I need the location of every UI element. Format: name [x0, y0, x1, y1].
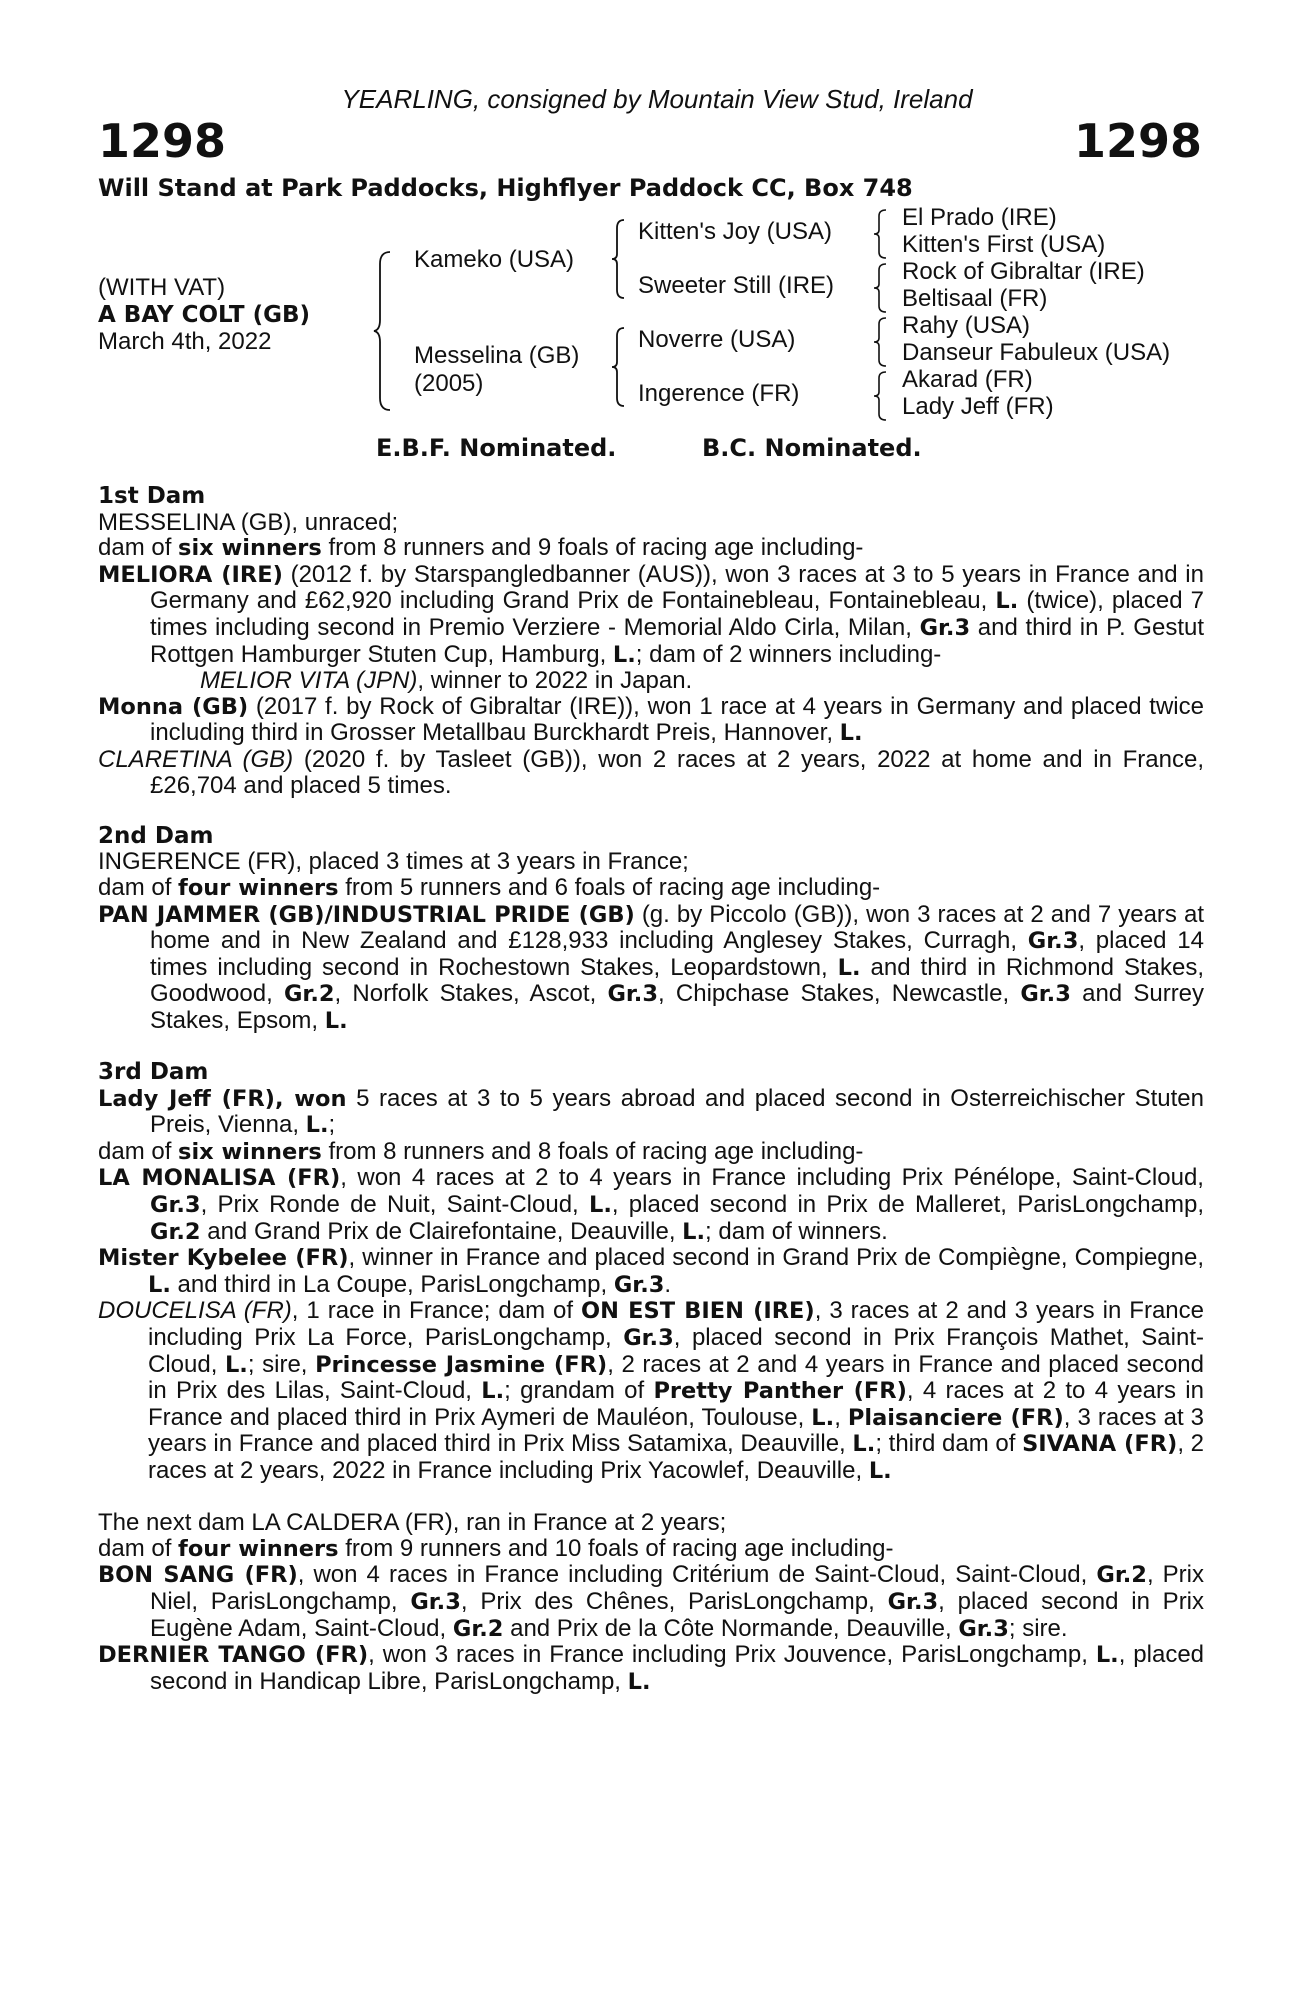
dam1-heading: 1st Dam	[98, 483, 206, 509]
dam2-entry: PAN JAMMER (GB)/INDUSTRIAL PRIDE (GB) (g. by Piccolo (GB)), won 3 races at 2 and 7 years at home and in New Zealand and £128,933 including Anglesey Stakes, Curragh, Gr.3, placed 14 times including second in Rochestown Stakes, Leopardstown, L. and third in Richmond Stakes, Goodwood, Gr.2, Norfolk Stakes, Ascot, Gr.3, Chipchase Stakes, Newcastle, Gr.3 and Surrey Stakes, Epsom, L.	[98, 900, 1205, 1034]
ddd: Lady Jeff (FR)	[902, 393, 1054, 420]
dds: Akarad (FR)	[902, 366, 1033, 393]
dam1-entry: Monna (GB) (2017 f. by Rock of Gibraltar (IRE)), won 1 race at 4 years in Germany and placed twice including third in Grosser Metallbau Burckhardt Preis, Hannover, L.	[98, 692, 1204, 747]
dam3-entry: LA MONALISA (FR), won 4 races at 2 to 4 years in France including Prix Pénélope, Saint-Cloud, Gr.3, Prix Ronde de Nuit, Saint-Cloud, L., placed second in Prix de Malleret, ParisLongchamp, Gr.2 and Grand Prix de Clairefontaine, Deauville, L.; dam of winners.	[98, 1164, 1205, 1245]
catalogue-body	[98, 484, 1204, 1695]
dam2-produce: dam of four winners from 5 runners and 6 foals of racing age including-	[98, 873, 881, 901]
dam4-entry: BON SANG (FR), won 4 races in France including Critérium de Saint-Cloud, Saint-Cloud, Gr.2, Prix Niel, ParisLongchamp, Gr.3, Prix des Chênes, ParisLongchamp, Gr.3, placed second in Prix Eugène Adam, Saint-Cloud, Gr.2 and Prix de la Côte Normande, Deauville, Gr.3; sire.	[98, 1561, 1205, 1642]
dam1-entry: MELIORA (IRE) (2012 f. by Starspangledbanner (AUS)), won 3 races at 3 to 5 years in France and in Germany and £62,920 including Grand Prix de Fontainebleau, Fontainebleau, L. (twice), placed 7 times including second in Premio Verziere - Memorial Aldo Cirla, Milan, Gr.3 and third in P. Gestut Rottgen Hamburger Stuten Cup, Hamburg, L.; dam of 2 winners including-	[98, 560, 1205, 668]
sire-brace-icon	[610, 218, 626, 300]
dss: Rahy (USA)	[902, 312, 1031, 339]
dam4-entry: DERNIER TANGO (FR), won 3 races in France including Prix Jouvence, ParisLongchamp, L., placed second in Handicap Libre, ParisLongchamp, L.	[98, 1641, 1205, 1695]
horse-name: A BAY COLT (GB)	[98, 302, 311, 328]
dam3-heading: 3rd Dam	[98, 1059, 209, 1086]
dam3-subentry: Mister Kybelee (FR), winner in France and placed second in Grand Prix de Compiègne, Compiegne, L. and third in La Coupe, ParisLongchamp, Gr.3.	[98, 1244, 1205, 1298]
vat-label: (WITH VAT)	[98, 274, 226, 301]
stand-location: Will Stand at Park Paddocks, Highflyer Paddock CC, Box 748	[98, 174, 913, 202]
foaling-date: March 4th, 2022	[98, 328, 272, 355]
dam-year: (2005)	[414, 370, 484, 397]
dam-name: Messelina (GB)	[414, 342, 580, 369]
lot-number-left: 1298	[98, 114, 227, 168]
sss: El Prado (IRE)	[902, 204, 1057, 231]
sire-sire: Kitten's Joy (USA)	[638, 218, 832, 245]
sds: Rock of Gibraltar (IRE)	[902, 258, 1145, 285]
ebf-nomination: E.B.F. Nominated.	[376, 434, 617, 462]
sd-brace-icon	[872, 262, 888, 314]
bc-nomination: B.C. Nominated.	[702, 434, 922, 462]
lot-number-right: 1298	[1073, 114, 1202, 168]
dam1-entry: CLARETINA (GB) (2020 f. by Tasleet (GB)), won 2 races at 2 years, 2022 at home and in France, £26,704 and placed 5 times.	[98, 745, 1204, 799]
dam3-intro: Lady Jeff (FR), won 5 races at 3 to 5 years abroad and placed second in Osterreichischer Stuten Preis, Vienna, L.;	[98, 1084, 1204, 1139]
main-brace-icon	[372, 250, 394, 412]
dam2-intro: INGERENCE (FR), placed 3 times at 3 years in France;	[98, 848, 689, 876]
ssd: Kitten's First (USA)	[902, 231, 1106, 258]
dam3-produce: dam of six winners from 8 runners and 8 foals of racing age including-	[98, 1137, 864, 1165]
ss-brace-icon	[872, 208, 888, 260]
sire-dam: Sweeter Still (IRE)	[638, 272, 835, 299]
consignment-line: YEARLING, consigned by Mountain View Stud, Ireland	[341, 84, 973, 114]
dam-dam: Ingerence (FR)	[638, 380, 800, 407]
dsd: Danseur Fabuleux (USA)	[902, 339, 1171, 366]
dam1-subentry: MELIOR VITA (JPN), winner to 2022 in Japan.	[200, 667, 693, 695]
dam-brace-icon	[610, 326, 626, 408]
dam4-produce: dam of four winners from 9 runners and 10 foals of racing age including-	[98, 1534, 894, 1562]
dam-sire: Noverre (USA)	[638, 326, 796, 353]
dam4-intro: The next dam LA CALDERA (FR), ran in France at 2 years;	[98, 1509, 727, 1537]
sire-name: Kameko (USA)	[414, 246, 575, 273]
dam1-intro: MESSELINA (GB), unraced;	[98, 508, 399, 536]
dam2-heading: 2nd Dam	[98, 822, 214, 849]
sdd: Beltisaal (FR)	[902, 285, 1048, 312]
ds-brace-icon	[872, 316, 888, 368]
dd-brace-icon	[872, 370, 888, 422]
dam1-produce: dam of six winners from 8 runners and 9 foals of racing age including-	[98, 534, 864, 562]
dam3-subentry: DOUCELISA (FR), 1 race in France; dam of ON EST BIEN (IRE), 3 races at 2 and 3 years in France including Prix La Force, ParisLongchamp, Gr.3, placed second in Prix François Mathet, Saint-Cloud, L.; sire, Princesse Jasmine (FR), 2 races at 2 and 4 years in France and placed second in Prix des Lilas, Saint-Cloud, L.; grandam of Pretty Panther (FR), 4 races at 2 to 4 years in France and placed third in Prix Aymeri de Mauléon, Toulouse, L., Plaisanciere (FR), 3 races at 3 years in France and placed third in Prix Miss Satamixa, Deauville, L.; third dam of SIVANA (FR), 2 races at 2 years, 2022 in France including Prix Yacowlef, Deauville, L.	[98, 1297, 1205, 1484]
